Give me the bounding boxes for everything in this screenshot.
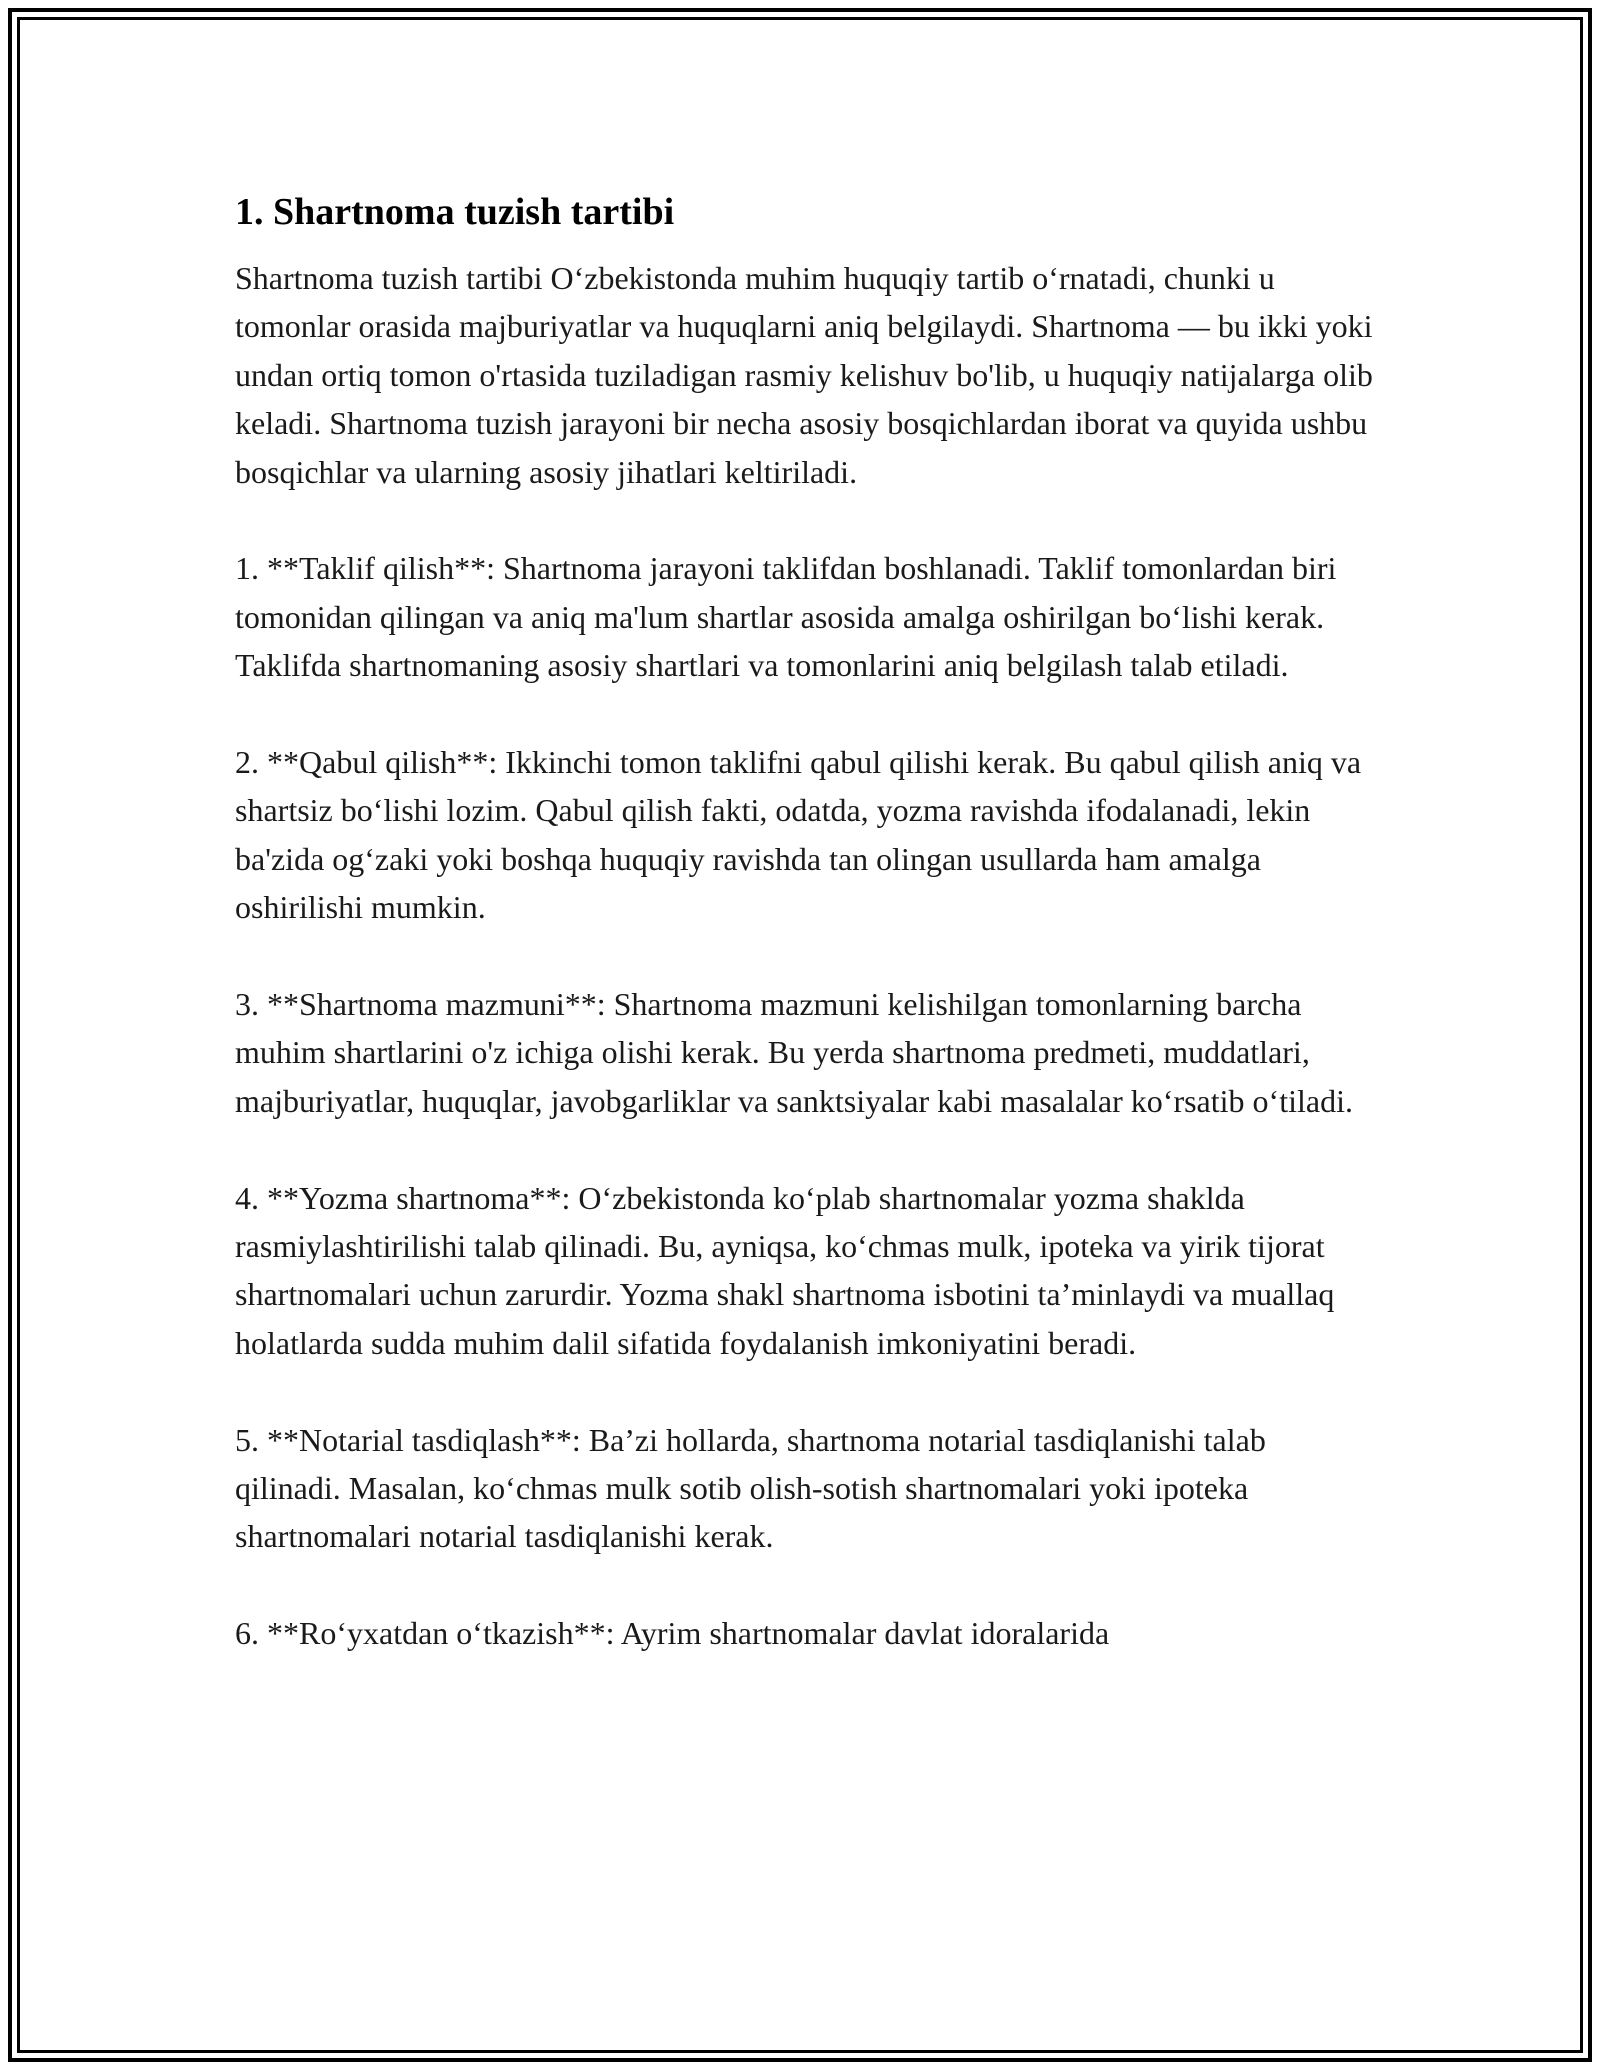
paragraph-qabul-qilish: 2. **Qabul qilish**: Ikkinchi tomon taklifni qabul qilishi kerak. Bu qabul qilish aniq va shartsiz bo‘lishi lozim. Qabul qilish fakti, odatda, yozma ravishda ifodalanadi, lekin ba'zida og‘zaki yoki boshqa huquqiy ravishda tan olingan usullarda ham amalga oshirilishi mumkin. xyxy=(235,744,1362,926)
intro-paragraph: Shartnoma tuzish tartibi O‘zbekistonda muhim huquqiy tartib o‘rnatadi, chunki u tomonlar orasida majburiyatlar va huquqlarni aniq belgilaydi. Shartnoma — bu ikki yoki undan ortiq tomon o'rtasida tuziladigan rasmiy kelishuv bo'lib, u huquqiy natijalarga olib keladi. Shartnoma tuzish jarayoni bir necha asosiy bosqichlardan iborat va quyida ushbu bosqichlar va ularning asosiy jihatlari keltiriladi. xyxy=(235,260,1373,490)
document-title: 1. Shartnoma tuzish tartibi xyxy=(235,191,675,233)
paragraph-notarial-tasdiqlash: 5. **Notarial tasdiqlash**: Ba’zi hollarda, shartnoma notarial tasdiqlanishi talab qilinadi. Masalan, ko‘chmas mulk sotib olish-sotish shartnomalari yoki ipoteka shartnomalari notarial tasdiqlanishi kerak. xyxy=(235,1421,1266,1555)
paragraph-royxatdan-otkazish: 6. **Ro‘yxatdan o‘tkazish**: Ayrim shartnomalar davlat idoralarida xyxy=(235,1615,1110,1652)
paragraph-taklif-qilish: 1. **Taklif qilish**: Shartnoma jarayoni taklifdan boshlanadi. Taklif tomonlardan biri tomonidan qilingan va aniq ma'lum shartlar asosida amalga oshirilgan bo‘lishi kerak. Taklifda shartnomaning asosiy shartlari va tomonlarini aniq belgilash talab etiladi. xyxy=(235,550,1337,684)
paragraph-shartnoma-mazmuni: 3. **Shartnoma mazmuni**: Shartnoma mazmuni kelishilgan tomonlarning barcha muhim shartlarini o'z ichiga olishi kerak. Bu yerda shartnoma predmeti, muddatlari, majburiyatlar, huquqlar, javobgarliklar va sanktsiyalar kabi masalalar ko‘rsatib o‘tiladi. xyxy=(235,986,1353,1119)
document-body xyxy=(235,186,1375,1706)
paragraph-yozma-shartnoma: 4. **Yozma shartnoma**: O‘zbekistonda ko‘plab shartnomalar yozma shaklda rasmiylashtirilishi talab qilinadi. Bu, ayniqsa, ko‘chmas mulk, ipoteka va yirik tijorat shartnomalari uchun zarurdir. Yozma shakl shartnoma isbotini ta’minlaydi va muallaq holatlarda sudda muhim dalil sifatida foydalanish imkoniyatini beradi. xyxy=(235,1179,1335,1361)
